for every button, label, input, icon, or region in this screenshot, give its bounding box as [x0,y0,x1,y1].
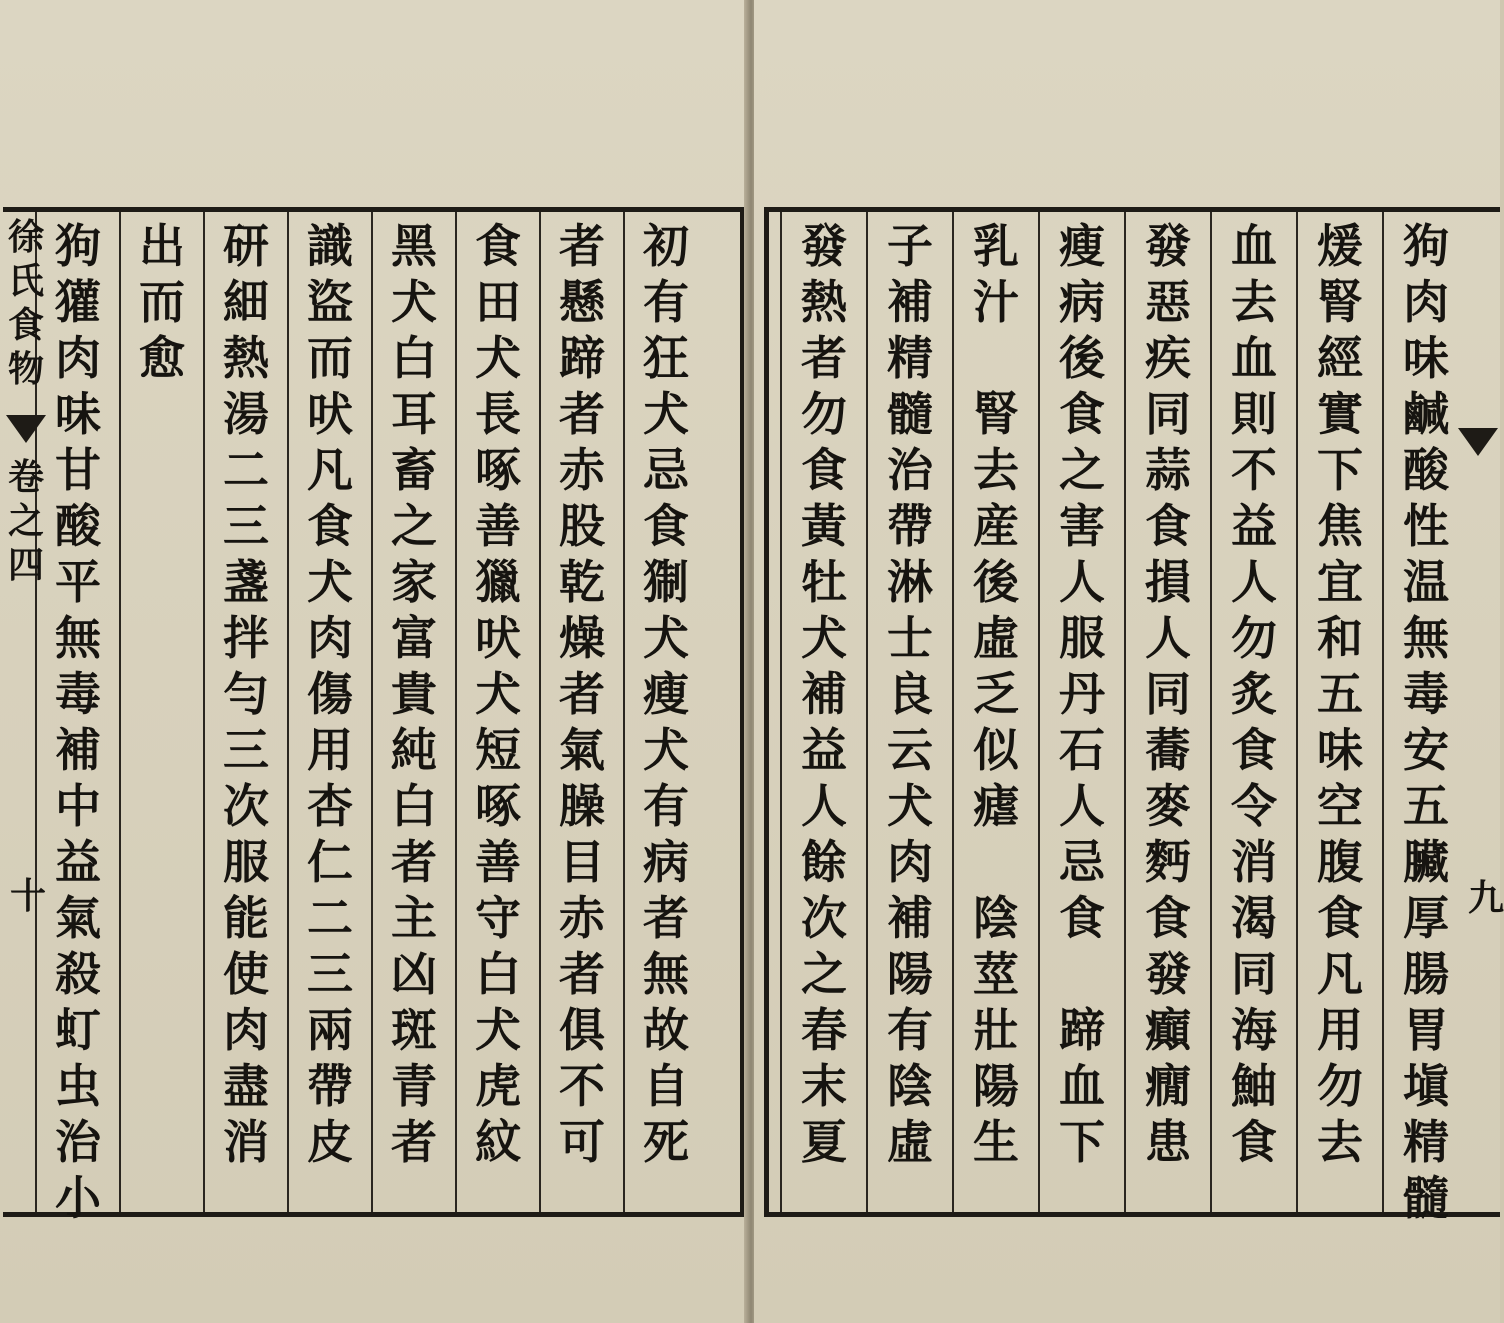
right-column-text: 煖 腎 經 實 下 焦 宜 和 五 味 空 腹 食 凡 用 勿 去 [1317,219,1363,1169]
left-text-column [456,218,540,1206]
right-text-column [781,218,867,1206]
margin-volume-char: 之 [8,500,45,542]
right-column-text: 發 惡 疾 同 蒜 食 損 人 同 蕎 麥 麪 食 發 癲 癇 患 [1145,219,1191,1169]
margin-title-char: 氏 [8,260,45,302]
left-text-column [120,218,204,1206]
right-text-column [1125,218,1211,1206]
right-folio-number: 九 [1468,877,1504,919]
left-page [0,0,748,1323]
left-text-column [288,218,372,1206]
left-column-text: 黑 犬 白 耳 畜 之 家 富 貴 純 白 者 主 凶 斑 青 者 [391,219,437,1169]
left-column-text: 出 而 愈 [139,219,185,385]
right-page [754,0,1504,1323]
right-text-column [867,218,953,1206]
left-column-text: 識 盜 而 吠 凡 食 犬 肉 傷 用 杏 仁 二 三 兩 帶 皮 [307,219,353,1169]
right-column-text: 發 熱 者 勿 食 黃 牡 犬 補 益 人 餘 次 之 春 末 夏 [801,219,847,1169]
fishtail-mark-right [1458,428,1498,456]
margin-volume-char: 四 [8,544,45,586]
margin-volume-label [8,455,44,587]
left-page-frame [3,207,745,1225]
right-column-rule [780,212,782,1212]
right-text-column [1383,218,1469,1225]
right-column-text: 血 去 血 則 不 益 人 勿 炙 食 令 消 渴 同 海 鮋 食 [1231,219,1277,1169]
margin-title-char: 食 [8,304,45,346]
margin-title-char: 徐 [8,216,45,258]
left-column-text: 食 田 犬 長 啄 善 獵 吠 犬 短 啄 善 守 白 犬 虎 紋 [475,219,521,1169]
margin-book-title [8,215,44,391]
right-column-text: 子 補 精 髓 治 帶 淋 士 良 云 犬 肉 補 陽 有 陰 虛 [887,219,933,1169]
right-text-column [1297,218,1383,1206]
left-text-column [624,218,708,1206]
right-page-frame [764,207,1500,1225]
margin-volume-char: 卷 [8,456,45,498]
fishtail-mark [6,415,46,443]
left-column-text: 初 有 狂 犬 忌 食 猘 犬 瘦 犬 有 病 者 無 故 自 死 [643,219,689,1169]
left-column-text: 者 懸 蹄 者 赤 股 乾 燥 者 氣 臊 目 赤 者 俱 不 可 [559,219,605,1169]
right-column-text: 狗 肉 味 鹹 酸 性 温 無 毒 安 五 臟 厚 腸 胃 塡 精 髓 [1403,219,1449,1225]
left-column-text: 研 細 熱 湯 二 三 盞 拌 勻 三 次 服 能 使 肉 盡 消 [223,219,269,1169]
right-text-column [953,218,1039,1206]
left-text-column [36,218,120,1225]
left-text-column [540,218,624,1206]
right-column-text: 乳 汁 腎 去 産 後 虛 乏 似 瘧 陰 莖 壯 陽 生 [973,219,1019,1169]
left-text-column [372,218,456,1206]
left-text-column [204,218,288,1206]
left-column-text: 狗 獾 肉 味 甘 酸 平 無 毒 補 中 益 氣 殺 虰 虫 治 小 [55,219,101,1225]
right-column-text: 瘦 病 後 食 之 害 人 服 丹 石 人 忌 食 蹄 血 下 [1059,219,1105,1169]
right-text-column [1039,218,1125,1206]
right-text-column [1211,218,1297,1206]
margin-title-char: 物 [8,348,45,390]
left-folio-number: 十 [10,875,47,917]
